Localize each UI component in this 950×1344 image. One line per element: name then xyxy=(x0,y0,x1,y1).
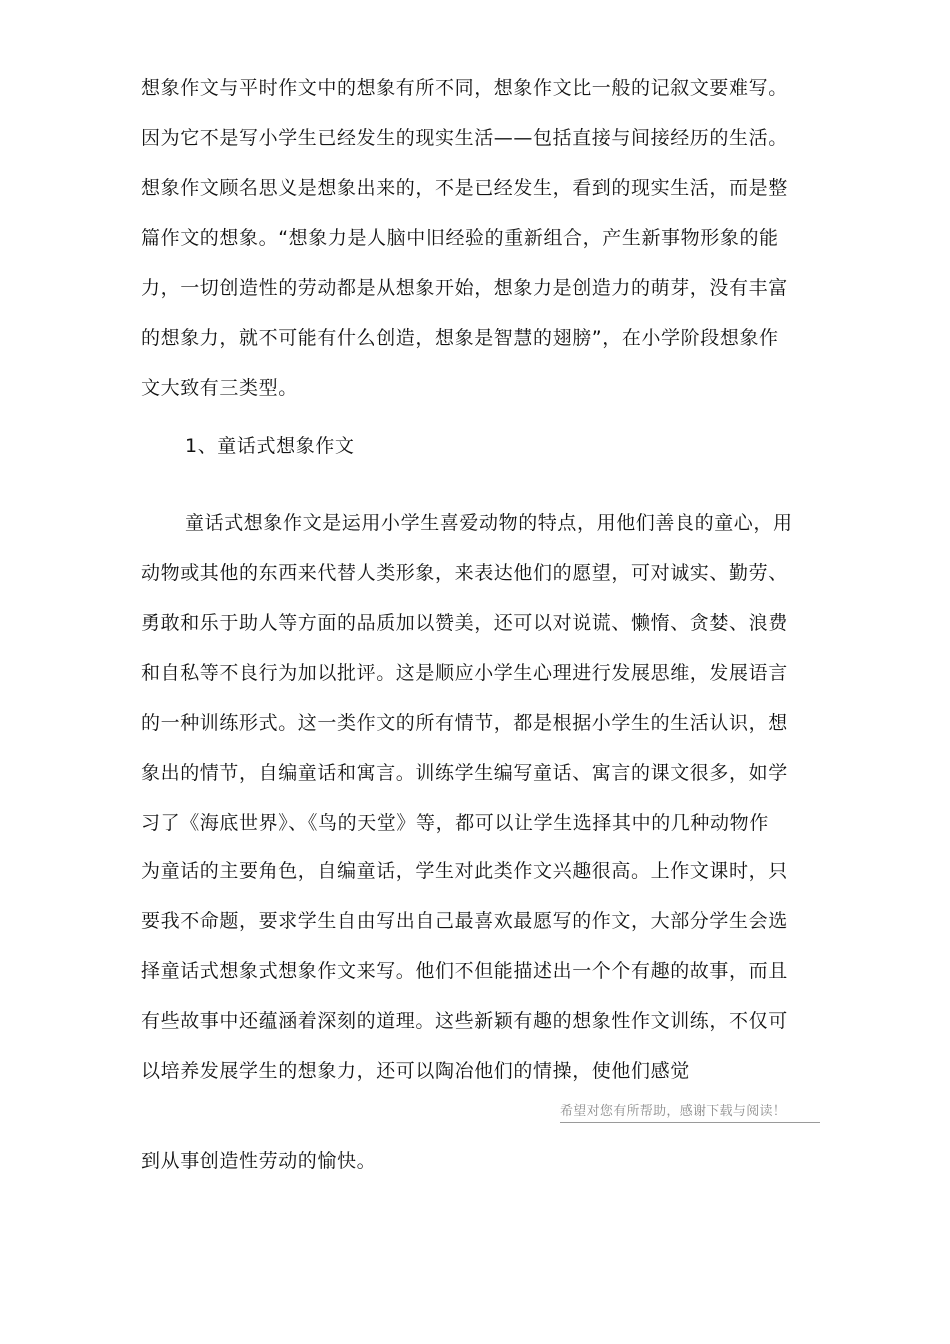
paragraph-2-line-7: 习了《海底世界》、《鸟的天堂》等，都可以让学生选择其中的几种动物作 xyxy=(141,812,769,834)
paragraph-2-line-9: 要我不命题，要求学生自由写出自己最喜欢最愿写的作文，大部分学生会选 xyxy=(141,910,788,932)
paragraph-2-line-12: 以培养发展学生的想象力，还可以陶冶他们的情操，使他们感觉 xyxy=(141,1060,690,1082)
paragraph-2-line-11: 有些故事中还蕴涵着深刻的道理。这些新颖有趣的想象性作文训练，不仅可 xyxy=(141,1010,788,1032)
paragraph-1-line-2: 因为它不是写小学生已经发生的现实生活——包括直接与间接经历的生活。 xyxy=(141,127,788,149)
paragraph-2-line-2: 动物或其他的东西来代替人类形象，来表达他们的愿望，可对诚实、勤劳、 xyxy=(141,562,788,584)
paragraph-1-line-1: 想象作文与平时作文中的想象有所不同，想象作文比一般的记叙文要难写。 xyxy=(141,77,788,99)
paragraph-1-line-7: 文大致有三类型。 xyxy=(141,377,298,399)
paragraph-2-line-1: 童话式想象作文是运用小学生喜爱动物的特点，用他们善良的童心，用 xyxy=(185,512,793,534)
paragraph-1-line-5: 力，一切创造性的劳动都是从想象开始，想象力是创造力的萌芽，没有丰富 xyxy=(141,277,788,299)
footer-thanks-note: 希望对您有所帮助，感谢下载与阅读！ xyxy=(560,1103,820,1123)
paragraph-2-line-10: 择童话式想象式想象作文来写。他们不但能描述出一个个有趣的故事，而且 xyxy=(141,960,788,982)
paragraph-2-line-4: 和自私等不良行为加以批评。这是顺应小学生心理进行发展思维，发展语言 xyxy=(141,662,788,684)
section-heading: 1、童话式想象作文 xyxy=(185,435,355,457)
paragraph-1-line-3: 想象作文顾名思义是想象出来的，不是已经发生，看到的现实生活，而是整 xyxy=(141,177,788,199)
paragraph-2-line-3: 勇敢和乐于助人等方面的品质加以赞美，还可以对说谎、懒惰、贪婪、浪费 xyxy=(141,612,788,634)
paragraph-2-line-8: 为童话的主要角色，自编童话，学生对此类作文兴趣很高。上作文课时，只 xyxy=(141,860,788,882)
paragraph-1-line-6: 的想象力，就不可能有什么创造，想象是智慧的翅膀”，在小学阶段想象作 xyxy=(141,327,779,349)
continuation-line: 到从事创造性劳动的愉快。 xyxy=(141,1150,377,1172)
paragraph-2-line-5: 的一种训练形式。这一类作文的所有情节，都是根据小学生的生活认识，想 xyxy=(141,712,788,734)
paragraph-1-line-4: 篇作文的想象。“想象力是人脑中旧经验的重新组合，产生新事物形象的能 xyxy=(141,227,779,249)
paragraph-2-line-6: 象出的情节，自编童话和寓言。训练学生编写童话、寓言的课文很多，如学 xyxy=(141,762,788,784)
